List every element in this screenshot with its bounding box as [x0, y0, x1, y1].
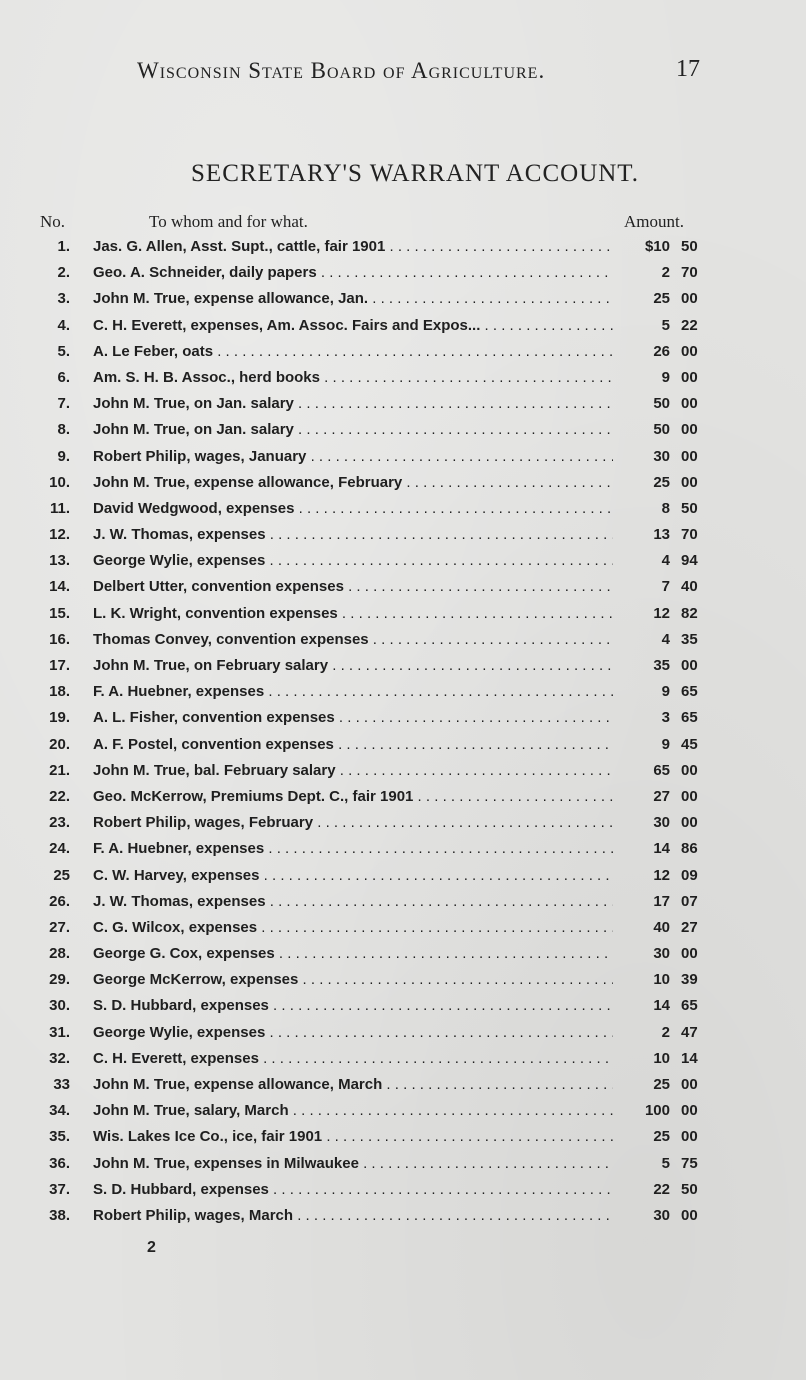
table-row: [0, 1046, 806, 1072]
entry-amount-dollars: 50: [653, 421, 670, 439]
entry-amount-cents: 00: [681, 447, 698, 465]
entry-amount-dollars: 9: [661, 368, 670, 386]
entry-description: Geo. McKerrow, Premiums Dept. C., fair 1901 . . .: [93, 784, 613, 810]
table-row: [0, 496, 806, 522]
table-row: [0, 444, 806, 470]
entry-amount-dollars: 65: [653, 761, 670, 779]
entry-amount-dollars: $10: [644, 238, 670, 255]
entry-amount-cents: 86: [681, 840, 698, 858]
entry-amount-dollars: 5: [661, 316, 670, 334]
column-header-no: No.: [40, 212, 66, 231]
entry-amount-cents: 00: [681, 290, 698, 308]
entry-number: 21.: [49, 761, 70, 779]
entry-amount-dollars: 2: [661, 1023, 670, 1041]
entry-description: A. F. Postel, convention expenses . . .: [93, 732, 613, 758]
table-row: [0, 522, 806, 548]
entry-amount-dollars: 30: [653, 1206, 670, 1224]
entry-description: Am. S. H. B. Assoc., herd books . . .: [93, 365, 613, 391]
entry-number: 1.: [57, 238, 70, 255]
entry-description: John M. True, on Jan. salary . . .: [93, 391, 613, 417]
entry-description: L. K. Wright, convention expenses . . .: [93, 601, 613, 627]
entry-description: George G. Cox, expenses . . .: [93, 941, 613, 967]
entry-amount-cents: 00: [681, 1206, 698, 1224]
table-row: [0, 286, 806, 312]
entry-number: 30.: [49, 997, 70, 1015]
table-row: [0, 339, 806, 365]
entry-amount-dollars: 13: [653, 526, 670, 544]
entry-amount-dollars: 5: [661, 1154, 670, 1172]
entry-number: 11.: [49, 499, 70, 517]
entry-description: S. D. Hubbard, expenses . . .: [93, 993, 613, 1019]
table-row: [0, 732, 806, 758]
table-row: [0, 417, 806, 443]
table-row: [0, 836, 806, 862]
entry-description: Geo. A. Schneider, daily papers . . .: [93, 260, 613, 286]
entry-amount-cents: 45: [681, 735, 698, 753]
entry-number: 6.: [57, 368, 70, 386]
entry-amount-cents: 09: [681, 866, 698, 884]
entry-description: Thomas Convey, convention expenses . . .: [93, 627, 613, 653]
entry-amount-cents: 39: [681, 971, 698, 989]
entry-amount-dollars: 100: [644, 1102, 670, 1120]
entry-number: 34.: [49, 1102, 70, 1120]
entry-amount-dollars: 30: [653, 945, 670, 963]
entry-amount-cents: 00: [681, 787, 698, 805]
table-row: [0, 574, 806, 600]
entry-amount-cents: 07: [681, 892, 698, 910]
entry-number: 26.: [49, 892, 70, 910]
entry-number: 12.: [49, 526, 70, 544]
signature-mark: 2: [147, 1239, 156, 1256]
entry-number: 17.: [49, 657, 70, 674]
entry-amount-cents: 40: [681, 578, 698, 596]
entry-number: 36.: [49, 1154, 70, 1172]
entry-amount-cents: 27: [681, 918, 698, 936]
table-row: [0, 784, 806, 810]
entry-number: 29.: [49, 971, 70, 989]
entry-number: 32.: [49, 1049, 70, 1067]
table-row: [0, 889, 806, 915]
entry-amount-cents: 75: [681, 1154, 698, 1172]
table-row: [0, 234, 806, 260]
entry-description: John M. True, bal. February salary . . .: [93, 758, 613, 784]
column-header-row: [0, 212, 806, 234]
column-header-amount: Amount.: [624, 212, 684, 231]
entry-amount-cents: 00: [681, 421, 698, 439]
entry-amount-cents: 50: [681, 499, 698, 517]
entry-number: 13.: [49, 552, 70, 570]
entry-amount-cents: 65: [681, 683, 698, 701]
entry-amount-cents: 00: [681, 657, 698, 674]
entry-description: George Wylie, expenses . . .: [93, 548, 613, 574]
entry-number: 15.: [49, 604, 70, 622]
entry-amount-cents: 00: [681, 395, 698, 413]
warrant-entries-list: [0, 234, 806, 1229]
entry-number: 25: [53, 866, 70, 884]
entry-amount-cents: 50: [681, 1180, 698, 1198]
entry-description: F. A. Huebner, expenses . . .: [93, 836, 613, 862]
entry-amount-dollars: 8: [661, 499, 670, 517]
entry-amount-dollars: 50: [653, 395, 670, 413]
entry-amount-cents: 70: [681, 264, 698, 282]
page-number: 17: [676, 56, 700, 82]
entry-amount-cents: 35: [681, 630, 698, 648]
entry-number: 5.: [57, 342, 70, 360]
entry-amount-cents: 00: [681, 368, 698, 386]
table-row: [0, 627, 806, 653]
entry-description: Delbert Utter, convention expenses . . .: [93, 574, 613, 600]
table-row: [0, 1177, 806, 1203]
entry-number: 33: [53, 1076, 70, 1093]
entry-amount-dollars: 26: [653, 342, 670, 360]
entry-number: 20.: [49, 735, 70, 753]
entry-number: 18.: [49, 683, 70, 701]
entry-description: George Wylie, expenses . . .: [93, 1020, 613, 1046]
table-row: [0, 391, 806, 417]
entry-number: 22.: [49, 787, 70, 805]
table-row: [0, 1020, 806, 1046]
table-row: [0, 1124, 806, 1150]
table-row: [0, 548, 806, 574]
entry-description: C. W. Harvey, expenses . . .: [93, 863, 613, 889]
entry-amount-dollars: 12: [653, 866, 670, 884]
entry-description: John M. True, expenses in Milwaukee . . .: [93, 1151, 613, 1177]
table-row: [0, 365, 806, 391]
entry-description: David Wedgwood, expenses . . .: [93, 496, 613, 522]
entry-description: C. H. Everett, expenses, Am. Assoc. Fairs and Expos... . . .: [93, 313, 613, 339]
entry-amount-dollars: 9: [661, 683, 670, 701]
entry-description: John M. True, expense allowance, Jan. . . .: [93, 286, 613, 312]
entry-description: George McKerrow, expenses . . .: [93, 967, 613, 993]
table-row: [0, 1203, 806, 1229]
entry-number: 8.: [57, 421, 70, 439]
entry-description: F. A. Huebner, expenses . . .: [93, 679, 613, 705]
entry-amount-dollars: 14: [653, 840, 670, 858]
table-row: [0, 993, 806, 1019]
entry-number: 23.: [49, 814, 70, 832]
table-row: [0, 1098, 806, 1124]
entry-amount-dollars: 3: [661, 709, 670, 727]
entry-amount-dollars: 10: [653, 971, 670, 989]
entry-amount-dollars: 35: [653, 657, 670, 674]
table-row: [0, 705, 806, 731]
table-row: [0, 810, 806, 836]
entry-number: 28.: [49, 945, 70, 963]
table-row: [0, 1151, 806, 1177]
entry-amount-dollars: 25: [653, 1128, 670, 1146]
entry-amount-cents: 00: [681, 814, 698, 832]
entry-amount-cents: 00: [681, 1102, 698, 1120]
entry-amount-cents: 00: [681, 473, 698, 491]
entry-number: 9.: [57, 447, 70, 465]
entry-description: A. Le Feber, oats . . .: [93, 339, 613, 365]
entry-description: Robert Philip, wages, February . . .: [93, 810, 613, 836]
table-row: [0, 601, 806, 627]
entry-amount-dollars: 25: [653, 1076, 670, 1093]
entry-description: C. H. Everett, expenses . . .: [93, 1046, 613, 1072]
entry-amount-cents: 82: [681, 604, 698, 622]
entry-description: J. W. Thomas, expenses . . .: [93, 522, 613, 548]
entry-amount-dollars: 17: [653, 892, 670, 910]
entry-amount-cents: 50: [681, 238, 698, 255]
entry-amount-dollars: 25: [653, 473, 670, 491]
table-row: [0, 758, 806, 784]
entry-number: 24.: [49, 840, 70, 858]
entry-amount-dollars: 22: [653, 1180, 670, 1198]
entry-amount-dollars: 10: [653, 1049, 670, 1067]
entry-amount-dollars: 30: [653, 447, 670, 465]
entry-description: Robert Philip, wages, March . . .: [93, 1203, 613, 1229]
entry-amount-cents: 00: [681, 945, 698, 963]
entry-amount-dollars: 2: [661, 264, 670, 282]
table-row: [0, 967, 806, 993]
entry-number: 3.: [57, 290, 70, 308]
entry-number: 4.: [57, 316, 70, 334]
entry-description: Robert Philip, wages, January . . .: [93, 444, 613, 470]
table-row: [0, 313, 806, 339]
entry-amount-cents: 47: [681, 1023, 698, 1041]
entry-amount-dollars: 25: [653, 290, 670, 308]
entry-number: 14.: [49, 578, 70, 596]
entry-amount-cents: 14: [681, 1049, 698, 1067]
entry-amount-dollars: 12: [653, 604, 670, 622]
entry-number: 38.: [49, 1206, 70, 1224]
table-row: [0, 863, 806, 889]
entry-description: Jas. G. Allen, Asst. Supt., cattle, fair 1901 . . .: [93, 234, 613, 260]
entry-amount-dollars: 4: [661, 630, 670, 648]
entry-number: 2.: [57, 264, 70, 282]
section-title: SECRETARY'S WARRANT ACCOUNT.: [191, 160, 639, 187]
entry-number: 7.: [57, 395, 70, 413]
entry-amount-cents: 00: [681, 1076, 698, 1093]
entry-amount-dollars: 40: [653, 918, 670, 936]
entry-description: C. G. Wilcox, expenses . . .: [93, 915, 613, 941]
entry-amount-cents: 00: [681, 1128, 698, 1146]
entry-amount-cents: 00: [681, 761, 698, 779]
entry-description: Wis. Lakes Ice Co., ice, fair 1901 . . .: [93, 1124, 613, 1150]
entry-number: 16.: [49, 630, 70, 648]
table-row: [0, 679, 806, 705]
entry-description: John M. True, on Jan. salary . . .: [93, 417, 613, 443]
table-row: [0, 915, 806, 941]
entry-amount-dollars: 7: [661, 578, 670, 596]
entry-amount-dollars: 27: [653, 787, 670, 805]
table-row: [0, 653, 806, 679]
entry-amount-cents: 22: [681, 316, 698, 334]
entry-amount-dollars: 30: [653, 814, 670, 832]
entry-number: 19.: [49, 709, 70, 727]
entry-amount-dollars: 4: [661, 552, 670, 570]
table-row: [0, 260, 806, 286]
entry-amount-cents: 70: [681, 526, 698, 544]
entry-description: A. L. Fisher, convention expenses . . .: [93, 705, 613, 731]
entry-amount-dollars: 9: [661, 735, 670, 753]
column-header-to-whom: To whom and for what.: [149, 212, 308, 231]
running-head-title: Wisconsin State Board of Agriculture.: [137, 58, 546, 83]
entry-number: 35.: [49, 1128, 70, 1146]
table-row: [0, 941, 806, 967]
entry-number: 31.: [49, 1023, 70, 1041]
table-row: [0, 1072, 806, 1098]
entry-number: 10.: [49, 473, 70, 491]
entry-description: John M. True, salary, March . . .: [93, 1098, 613, 1124]
entry-amount-cents: 94: [681, 552, 698, 570]
table-row: [0, 470, 806, 496]
entry-description: John M. True, expense allowance, February . . .: [93, 470, 613, 496]
entry-amount-cents: 00: [681, 342, 698, 360]
entry-number: 37.: [49, 1180, 70, 1198]
entry-description: John M. True, expense allowance, March . . .: [93, 1072, 613, 1098]
entry-amount-dollars: 14: [653, 997, 670, 1015]
entry-description: John M. True, on February salary . . .: [93, 653, 613, 679]
entry-number: 27.: [49, 918, 70, 936]
entry-description: S. D. Hubbard, expenses . . .: [93, 1177, 613, 1203]
entry-amount-cents: 65: [681, 997, 698, 1015]
entry-description: J. W. Thomas, expenses . . .: [93, 889, 613, 915]
entry-amount-cents: 65: [681, 709, 698, 727]
